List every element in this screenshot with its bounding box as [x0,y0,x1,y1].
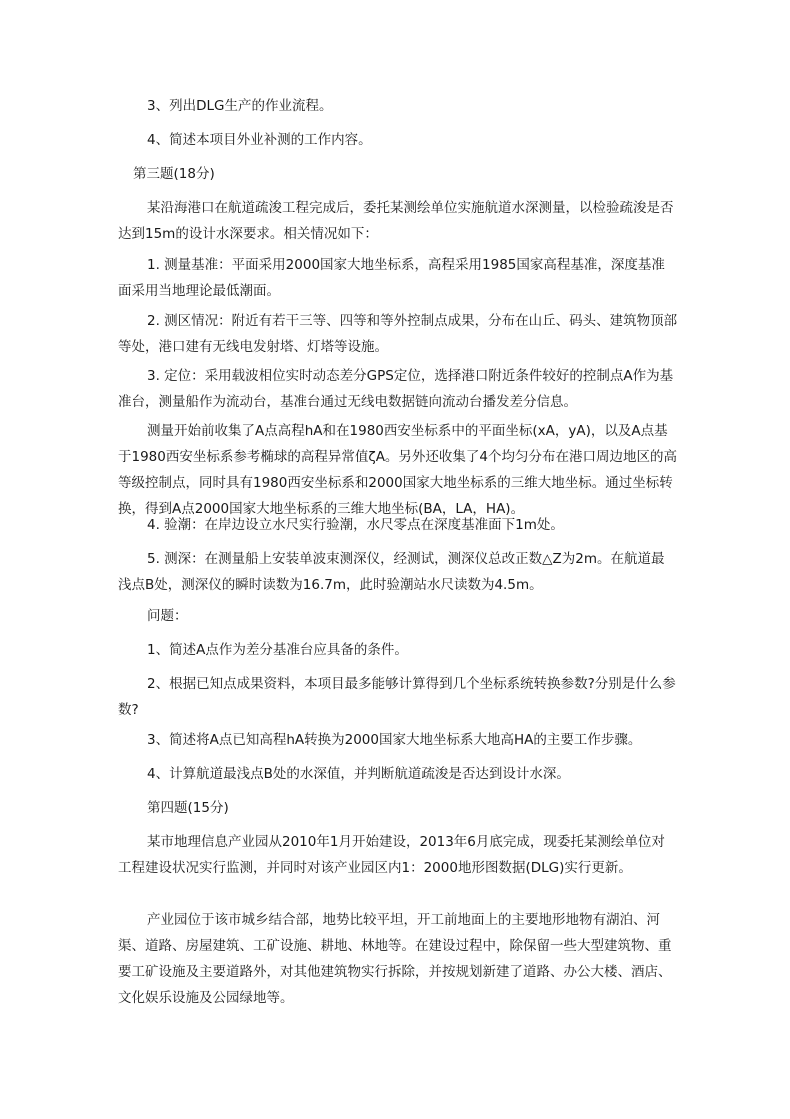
section-heading-question-four: 第四题(15分) [147,800,229,816]
paragraph-positioning: 3. 定位：采用载波相位实时动态差分GPS定位，选择港口附近条件较好的控制点A作为基准台，测量船作为流动台，基准台通过无线电数据链向流动台播发差分信息。 [118,368,674,410]
paragraph-project-intro: 某沿海港口在航道疏浚工程完成后，委托某测绘单位实施航道水深测量，以检验疏浚是否达到15m的设计水深要求。相关情况如下： [118,200,674,242]
question-2-transformation-parameters: 2、根据已知点成果资料，本项目最多能够计算得到几个坐标系统转换参数?分别是什么参数? [118,676,676,718]
question-4-field-survey-content: 4、简述本项目外业补测的工作内容。 [147,132,372,148]
paragraph-coordinate-data: 测量开始前收集了A点高程hA和在1980西安坐标系中的平面坐标(xA，yA)，以及A点基于1980西安坐标系参考椭球的高程异常值ζA。另外还收集了4个均匀分布在港口周边地区的高等级控制点，同时具有1980西安坐标系和2000国家大地坐标系的三维大地坐标。通过坐标转换，得到A点2000国家大地坐标系的三维大地坐标(BA，LA，HA)。 [118,423,678,517]
paragraph-survey-area: 2. 测区情况：附近有若干三等、四等和等外控制点成果，分布在山丘、码头、建筑物顶部等处，港口建有无线电发射塔、灯塔等设施。 [118,313,678,355]
question-4-depth-calculation: 4、计算航道最浅点B处的水深值，并判断航道疏浚是否达到设计水深。 [147,766,570,782]
questions-label: 问题： [147,608,188,624]
question-1-base-station-conditions: 1、简述A点作为差分基准台应具备的条件。 [147,642,408,658]
question-3-height-conversion-steps: 3、简述将A点已知高程hA转换为2000国家大地坐标系大地高HA的主要工作步骤。 [147,732,642,748]
section-heading-question-three: 第三题(18分) [133,166,215,182]
paragraph-sounding: 5. 测深：在测量船上安装单波束测深仪，经测试，测深仪总改正数△Z为2m。在航道最浅点B处，测深仪的瞬时读数为16.7m，此时验潮站水尺读数为4.5m。 [118,551,665,593]
paragraph-tide-gauge: 4. 验潮：在岸边设立水尺实行验潮，水尺零点在深度基准面下1m处。 [147,517,564,533]
question-3-list-dlg-workflow: 3、列出DLG生产的作业流程。 [147,98,333,114]
paragraph-industrial-park-intro: 某市地理信息产业园从2010年1月开始建设，2013年6月底完成，现委托某测绘单位对工程建设状况实行监测，并同时对该产业园区内1：2000地形图数据(DLG)实行更新。 [118,834,665,876]
paragraph-industrial-park-description: 产业园位于该市城乡结合部，地势比较平坦，开工前地面上的主要地形地物有湖泊、河渠、道路、房屋建筑、工矿设施、耕地、林地等。在建设过程中，除保留一些大型建筑物、重要工矿设施及主要道路外，对其他建筑物实行拆除，并按规划新建了道路、办公大楼、酒店、文化娱乐设施及公园绿地等。 [118,912,672,1006]
paragraph-survey-datum: 1. 测量基准：平面采用2000国家大地坐标系，高程采用1985国家高程基准，深度基准面采用当地理论最低潮面。 [118,257,665,299]
